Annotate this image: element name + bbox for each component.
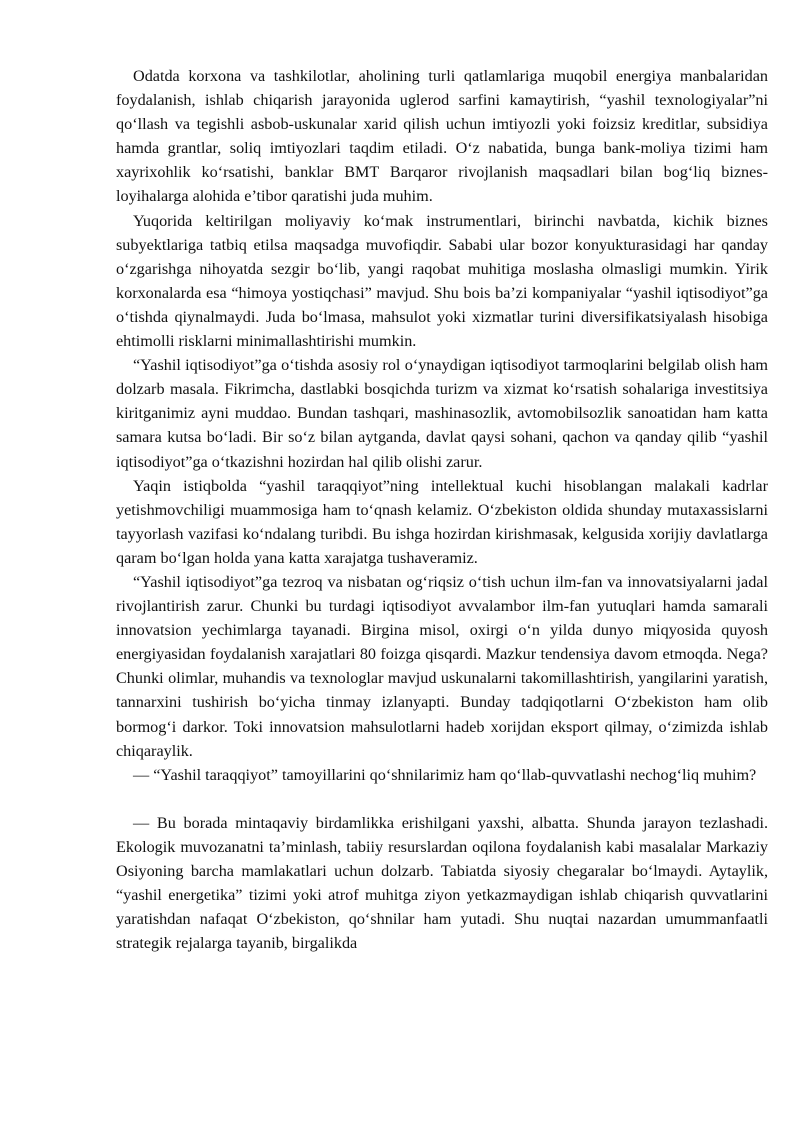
document-page <box>116 64 768 955</box>
paragraph-spacer <box>116 787 768 811</box>
paragraph-green-financing: Odatda korxona va tashkilotlar, aholining turli qatlamlariga muqobil energiya manbalaridan foydalanish, ishlab chiqarish jarayonida uglerod sarfini kamaytirish, “yashil texnologiyalar”ni qo‘llash va tegishli asbob-uskunalar xarid qilish uchun imtiyozli yoki foizsiz kreditlar, subsidiya hamda grantlar, soliq imtiyozlari taqdim etiladi. O‘z nabatida, bunga bank-moliya tizimi ham xayrixohlik ko‘rsatishi, banklar BMT Barqaror rivojlanish maqsadlari bilan bog‘liq biznes-loyihalarga alohida e’tibor qaratishi juda muhim. <box>116 67 768 206</box>
interview-question: — “Yashil taraqqiyot” tamoyillarini qo‘shnilarimiz ham qo‘llab-quvvatlashi nechog‘liq muhim? <box>133 765 757 784</box>
paragraph-key-sectors: “Yashil iqtisodiyot”ga o‘tishda asosiy rol o‘ynaydigan iqtisodiyot tarmoqlarini belgilab olish ham dolzarb masala. Fikrimcha, dastlabki bosqichda turizm va xizmat ko‘rsatish sohalariga investitsiya kiritganimiz ayni muddao. Bundan tashqari, mashinasozlik, avtomobilsozlik sanoatidan ham katta samara kutsa bo‘ladi. Bir so‘z bilan aytganda, davlat qaysi sohani, qachon va qanday qilib “yashil iqtisodiyot”ga o‘tkazishni hozirdan hal qilib olishi zarur. <box>116 356 768 471</box>
paragraph-qualified-staff: Yaqin istiqbolda “yashil taraqqiyot”ning intellektual kuchi hisoblangan malakali kadrlar yetishmovchiligi muammosiga ham to‘qnash kelamiz. O‘zbekiston oldida shunday mutaxassislarni tayyorlash vazifasi ko‘ndalang turibdi. Bu ishga hozirdan kirishmasak, kelgusida xorijiy davlatlarga qaram bo‘lgan holda yana katta xarajatga tushaveramiz. <box>116 476 768 567</box>
interview-answer: — Bu borada mintaqaviy birdamlikka erishilgani yaxshi, albatta. Shunda jarayon tezlashadi. Ekologik muvozanatni ta’minlash, tabiiy resurslardan oqilona foydalanish kabi masalalar Markaziy Osiyoning barcha mamlakatlari uchun dolzarb. Tabiatda siyosiy chegaralar bo‘lmaydi. Aytaylik, “yashil energetika” tizimi yoki atrof muhitga ziyon yetkazmaydigan ishlab chiqarish quvvatlarini yaratishdan nafaqat O‘zbekiston, qo‘shnilar ham yutadi. Shu nuqtai nazardan umummanfaatli strategik rejalarga tayanib, birgalikda <box>116 813 768 953</box>
paragraph-small-business: Yuqorida keltirilgan moliyaviy ko‘mak instrumentlari, birinchi navbatda, kichik biznes subyektlariga tatbiq etilsa maqsadga muvofiqdir. Sababi ular bozor konyukturasidagi har qanday o‘zgarishga nihoyatda sezgir bo‘lib, yangi raqobat muhitiga moslasha olmasligi mumkin. Yirik korxonalarda esa “himoya yostiqchasi” mavjud. Shu bois ba’zi kompaniyalar “yashil iqtisodiyot”ga o‘tishda qiynalmaydi. Juda bo‘lmasa, mahsulot yoki xizmatlar turini diversifikatsiyalash hisobiga ehtimolli risklarni minimallashtirishi mumkin. <box>116 211 768 351</box>
paragraph-science-innovation: “Yashil iqtisodiyot”ga tezroq va nisbatan og‘riqsiz o‘tish uchun ilm-fan va innovatsiyalarni jadal rivojlantirish zarur. Chunki bu turdagi iqtisodiyot avvalambor ilm-fan yutuqlari hamda samarali innovatsion yechimlarga tayanadi. Birgina misol, oxirgi o‘n yilda dunyo miqyosida quyosh energiyasidan foydalanish xarajatlari 80 foizga qisqardi. Mazkur tendensiya davom etmoqda. Nega? Chunki olimlar, muhandis va texnologlar mavjud uskunalarni takomillashtirish, yangilarini yaratish, tannarxini tushirish bo‘yicha tinmay izlanyapti. Bunday tadqiqotlarni O‘zbekiston ham olib bormog‘i darkor. Toki innovatsion mahsulotlarni hadeb xorijdan eksport qilmay, o‘zimizda ishlab chiqaraylik. <box>116 572 768 760</box>
